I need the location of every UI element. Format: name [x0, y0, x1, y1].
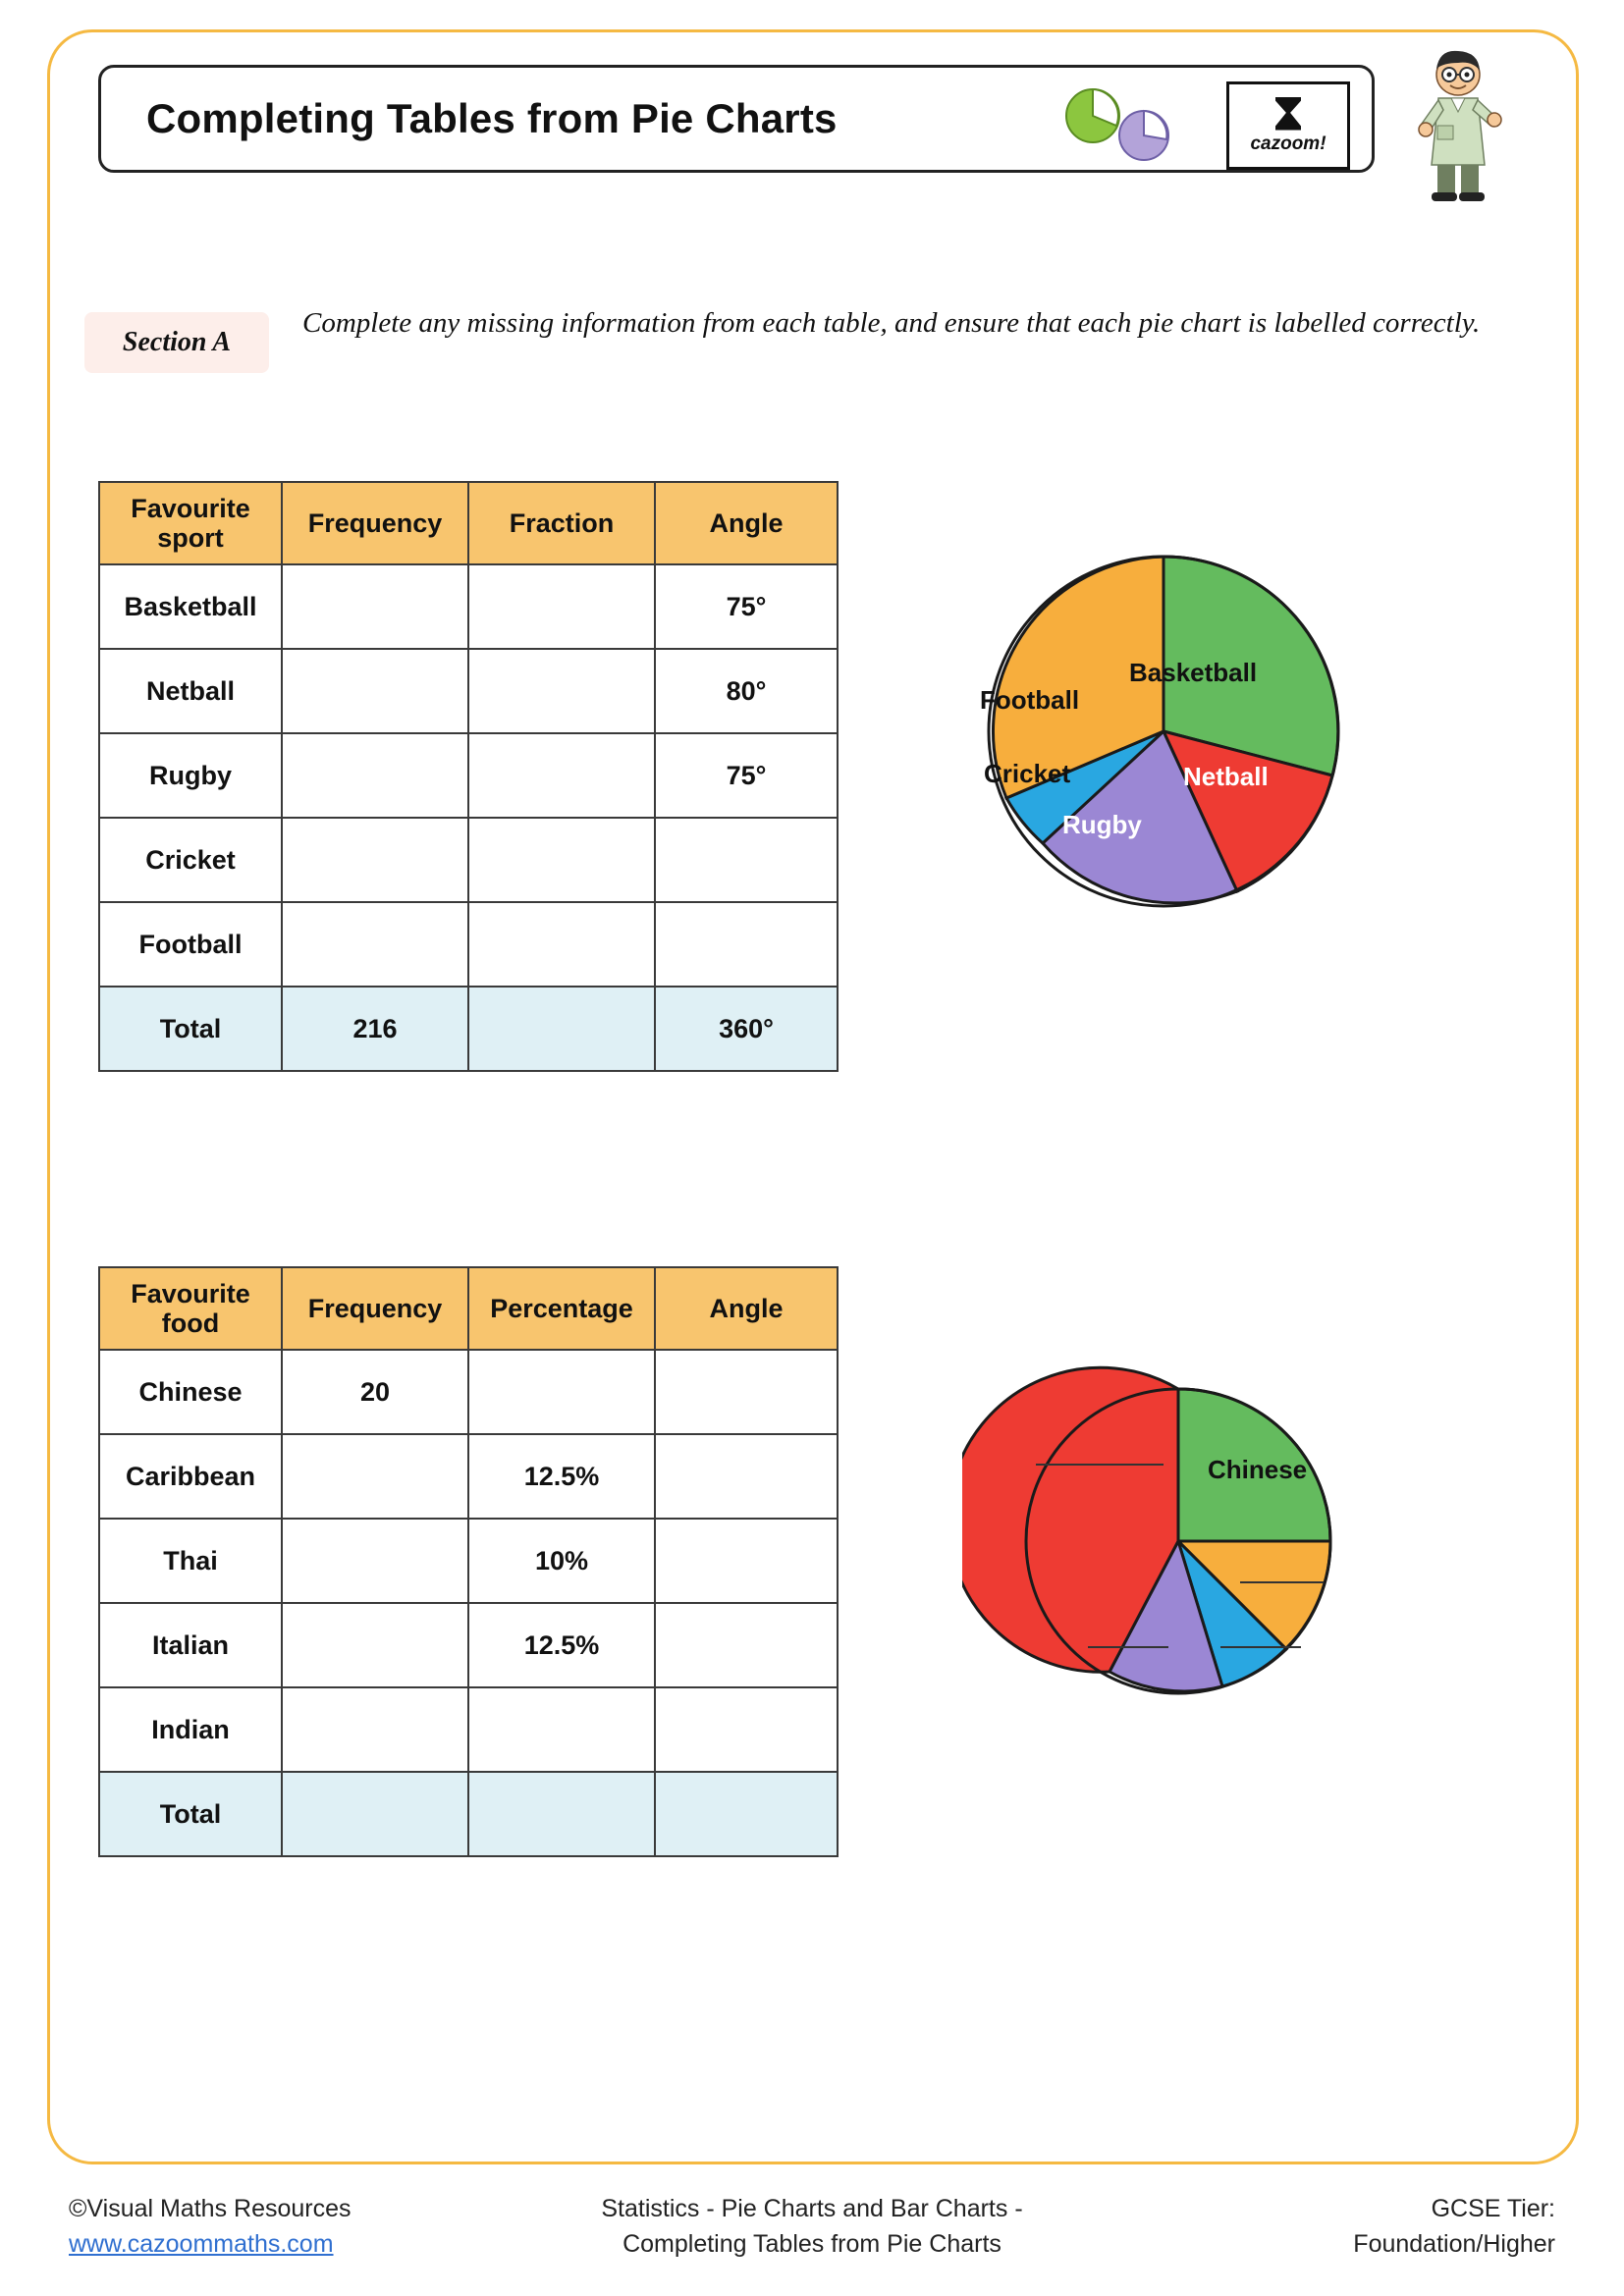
cell-percentage[interactable]: 10%	[468, 1519, 655, 1603]
table-total-row	[99, 987, 838, 1071]
total-angle[interactable]	[655, 1772, 838, 1856]
table-row	[99, 1519, 838, 1603]
cell-frequency[interactable]	[282, 1519, 468, 1603]
footer-right	[1353, 2191, 1555, 2263]
favourite-sport-table	[98, 481, 839, 1072]
total-frequency: 216	[282, 987, 468, 1071]
row-label: Netball	[99, 649, 282, 733]
table-row	[99, 1603, 838, 1687]
pie-label-chinese: Chinese	[1208, 1455, 1308, 1484]
pie-label-basketball: Basketball	[1129, 658, 1258, 687]
cell-angle[interactable]	[655, 1350, 838, 1434]
total-label: Total	[99, 987, 282, 1071]
cell-percentage[interactable]	[468, 1687, 655, 1772]
cell-angle[interactable]	[655, 1434, 838, 1519]
column-header-angle: Angle	[655, 482, 838, 564]
section-instruction: Complete any missing information from each table, and ensure that each pie chart is labelled correctly.	[302, 307, 1481, 339]
cell-frequency[interactable]	[282, 733, 468, 818]
total-angle: 360°	[655, 987, 838, 1071]
cell-frequency[interactable]	[282, 1434, 468, 1519]
table-row	[99, 902, 838, 987]
cell-angle[interactable]	[655, 1603, 838, 1687]
row-label: Rugby	[99, 733, 282, 818]
cell-percentage[interactable]: 12.5%	[468, 1434, 655, 1519]
copyright-text: ©Visual Maths Resources	[69, 2195, 352, 2222]
header-line-2: food	[161, 1308, 220, 1338]
row-label: Indian	[99, 1687, 282, 1772]
header-line-2: sport	[157, 523, 224, 553]
cell-angle[interactable]: 80°	[655, 649, 838, 733]
title-banner	[98, 65, 1375, 173]
table-row	[99, 649, 838, 733]
cell-fraction[interactable]	[468, 733, 655, 818]
cell-frequency[interactable]	[282, 902, 468, 987]
cell-frequency[interactable]: 20	[282, 1350, 468, 1434]
table-row	[99, 1687, 838, 1772]
favourite-food-pie-chart	[962, 1335, 1414, 1752]
mascot-illustration	[1404, 47, 1512, 204]
column-header-frequency: Frequency	[282, 1267, 468, 1350]
cell-angle[interactable]: 75°	[655, 564, 838, 649]
pie-label-football: Football	[980, 685, 1080, 715]
row-label: Caribbean	[99, 1434, 282, 1519]
pie-chart-1-svg	[933, 520, 1394, 952]
cell-frequency[interactable]	[282, 564, 468, 649]
cell-frequency[interactable]	[282, 649, 468, 733]
pie-label-cricket: Cricket	[984, 759, 1071, 788]
tier-value: Foundation/Higher	[1353, 2230, 1555, 2259]
column-header-frequency: Frequency	[282, 482, 468, 564]
cell-fraction[interactable]	[468, 649, 655, 733]
table-row	[99, 564, 838, 649]
cell-frequency[interactable]	[282, 1687, 468, 1772]
favourite-food-table	[98, 1266, 839, 1857]
favourite-sport-pie-chart	[933, 520, 1394, 957]
logo-group	[1046, 81, 1350, 170]
hourglass-icon	[1275, 97, 1301, 131]
pie-label-netball: Netball	[1183, 762, 1269, 791]
pie-logo-icon	[1046, 86, 1213, 165]
cell-angle[interactable]	[655, 1519, 838, 1603]
footer-center-line-2: Completing Tables from Pie Charts	[623, 2230, 1001, 2259]
row-label: Football	[99, 902, 282, 987]
table-row	[99, 1350, 838, 1434]
column-header-fraction: Fraction	[468, 482, 655, 564]
total-frequency[interactable]	[282, 1772, 468, 1856]
cell-angle[interactable]	[655, 1687, 838, 1772]
website-link[interactable]: www.cazoommaths.com	[69, 2230, 334, 2259]
column-header-category	[99, 482, 282, 564]
tier-label: GCSE Tier:	[1431, 2195, 1555, 2222]
row-label: Italian	[99, 1603, 282, 1687]
column-header-percentage: Percentage	[468, 1267, 655, 1350]
row-label: Chinese	[99, 1350, 282, 1434]
cell-frequency[interactable]	[282, 818, 468, 902]
row-label: Cricket	[99, 818, 282, 902]
table-total-row	[99, 1772, 838, 1856]
total-label: Total	[99, 1772, 282, 1856]
cell-percentage[interactable]: 12.5%	[468, 1603, 655, 1687]
pie-chart-2-svg	[962, 1335, 1414, 1747]
table-row	[99, 818, 838, 902]
table-row	[99, 1434, 838, 1519]
header-line-1: Favourite	[131, 1278, 250, 1308]
cazoom-logo	[1226, 81, 1350, 170]
column-header-angle: Angle	[655, 1267, 838, 1350]
column-header-category	[99, 1267, 282, 1350]
cell-angle[interactable]	[655, 902, 838, 987]
footer-center-line-1: Statistics - Pie Charts and Bar Charts -	[601, 2195, 1023, 2222]
cell-frequency[interactable]	[282, 1603, 468, 1687]
cell-fraction[interactable]	[468, 818, 655, 902]
cell-fraction[interactable]	[468, 564, 655, 649]
cazoom-wordmark: cazoom!	[1250, 133, 1326, 154]
table-row	[99, 733, 838, 818]
cell-percentage[interactable]	[468, 1350, 655, 1434]
row-label: Basketball	[99, 564, 282, 649]
total-percentage[interactable]	[468, 1772, 655, 1856]
total-fraction[interactable]	[468, 987, 655, 1071]
table-header-row	[99, 1267, 838, 1350]
row-label: Thai	[99, 1519, 282, 1603]
page-title: Completing Tables from Pie Charts	[146, 95, 838, 141]
cell-fraction[interactable]	[468, 902, 655, 987]
header-line-1: Favourite	[131, 493, 250, 523]
pie-label-rugby: Rugby	[1062, 810, 1142, 839]
table-header-row	[99, 482, 838, 564]
cell-angle[interactable]	[655, 818, 838, 902]
cell-angle[interactable]: 75°	[655, 733, 838, 818]
section-label: Section A	[84, 312, 269, 373]
